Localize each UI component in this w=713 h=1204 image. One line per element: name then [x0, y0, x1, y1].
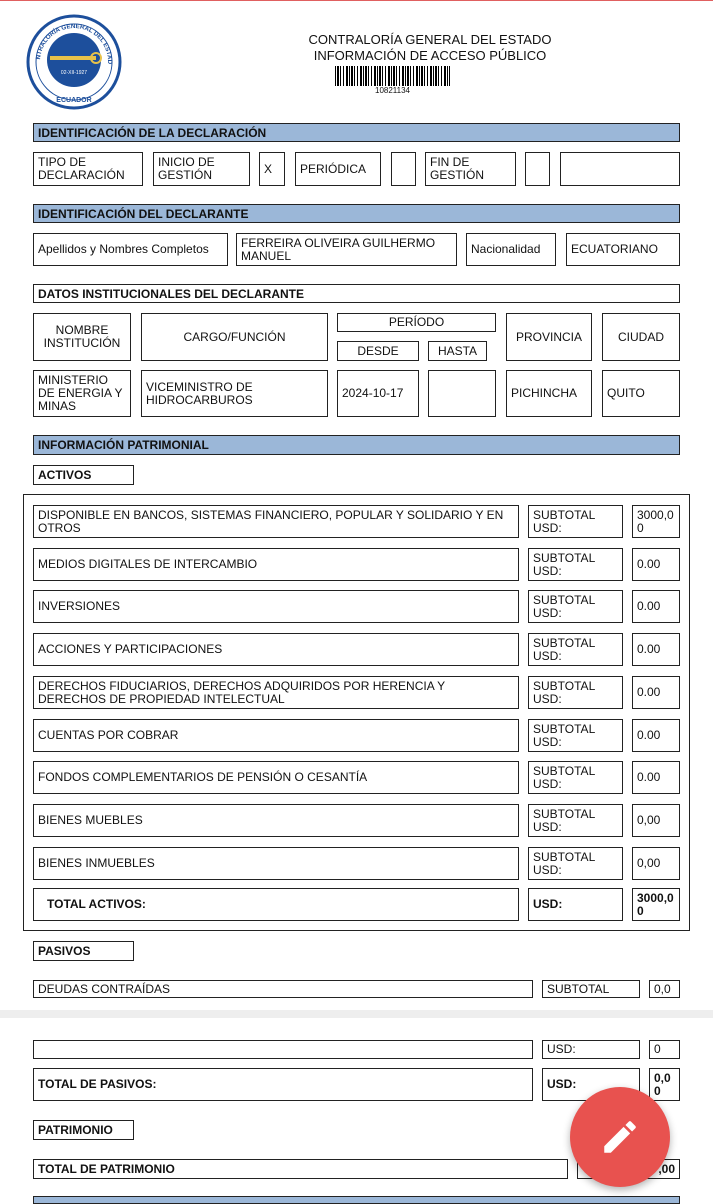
col-provincia: PROVINCIA: [506, 313, 592, 361]
asset-label: DERECHOS FIDUCIARIOS, DERECHOS ADQUIRIDOS POR HERENCIA Y DERECHOS DE PROPIEDAD INTELECTUAL: [33, 676, 519, 709]
col-periodo: PERÍODO: [337, 313, 496, 332]
patrimonio-title: PATRIMONIO: [33, 1120, 134, 1140]
col-hasta: HASTA: [428, 341, 487, 361]
edit-fab-button[interactable]: [570, 1087, 670, 1187]
pasivo-blank-usd: USD:: [542, 1040, 640, 1059]
asset-subtotal-label: SUBTOTAL USD:: [528, 676, 623, 709]
activos-title: ACTIVOS: [33, 465, 134, 485]
asset-value: 0.00: [632, 676, 680, 709]
hasta-value: [428, 370, 496, 417]
asset-subtotal-label: SUBTOTAL USD:: [528, 761, 623, 794]
desde-value: 2024-10-17: [337, 370, 419, 417]
deudas-subtotal: SUBTOTAL: [542, 980, 640, 998]
declaration-blank: [560, 152, 680, 186]
inicio-checkbox: X: [259, 152, 285, 186]
asset-value: 0.00: [632, 548, 680, 581]
asset-value: 0.00: [632, 719, 680, 752]
asset-value: 0.00: [632, 590, 680, 623]
total-pasivos-usd: USD:: [542, 1068, 640, 1101]
org-title: CONTRALORÍA GENERAL DEL ESTADO: [308, 32, 552, 47]
asset-subtotal-label: SUBTOTAL USD:: [528, 505, 623, 538]
svg-text:ECUADOR: ECUADOR: [56, 97, 92, 104]
next-section-bar: [33, 1196, 680, 1204]
contraloria-seal: [26, 14, 122, 110]
tipo-label: TIPO DE DECLARACIÓN: [33, 152, 143, 186]
section-declaration: IDENTIFICACIÓN DE LA DECLARACIÓN: [33, 123, 680, 142]
name-label: Apellidos y Nombres Completos: [33, 233, 228, 266]
asset-value: 3000,00: [632, 505, 680, 538]
doc-subtitle: INFORMACIÓN DE ACCESO PÚBLICO: [313, 48, 547, 63]
section-institutional: DATOS INSTITUCIONALES DEL DECLARANTE: [33, 284, 680, 303]
fin-label: FIN DE GESTIÓN: [425, 152, 516, 186]
asset-value: 0,00: [632, 847, 680, 880]
asset-subtotal-label: SUBTOTAL USD:: [528, 847, 623, 880]
barcode: [335, 66, 450, 86]
nationality-label: Nacionalidad: [466, 233, 556, 266]
pasivo-blank-value: 0: [649, 1040, 680, 1059]
pasivos-title: PASIVOS: [33, 941, 134, 961]
col-cargo: CARGO/FUNCIÓN: [141, 313, 328, 361]
cargo-value: VICEMINISTRO DE HIDROCARBUROS: [141, 370, 328, 417]
section-declarant: IDENTIFICACIÓN DEL DECLARANTE: [33, 204, 680, 223]
periodica-checkbox: [391, 152, 416, 186]
asset-subtotal-label: SUBTOTAL USD:: [528, 633, 623, 666]
asset-subtotal-label: SUBTOTAL USD:: [528, 548, 623, 581]
asset-subtotal-label: SUBTOTAL USD:: [528, 804, 623, 837]
pasivo-blank: [33, 1040, 533, 1059]
asset-label: BIENES INMUEBLES: [33, 847, 519, 880]
nationality-value: ECUATORIANO: [566, 233, 680, 266]
asset-label: MEDIOS DIGITALES DE INTERCAMBIO: [33, 548, 519, 581]
asset-label: BIENES MUEBLES: [33, 804, 519, 837]
svg-text:02-XII-1927: 02-XII-1927: [60, 70, 88, 76]
section-patrimonial: INFORMACIÓN PATRIMONIAL: [33, 435, 680, 455]
name-value: FERREIRA OLIVEIRA GUILHERMO MANUEL: [236, 233, 457, 266]
total-activos-value: 3000,00: [632, 888, 680, 921]
fin-checkbox: [525, 152, 550, 186]
total-activos-label: TOTAL ACTIVOS:: [33, 888, 519, 921]
barcode-number: 10821134: [375, 86, 410, 95]
col-desde: DESDE: [337, 341, 419, 361]
deudas-value: 0,0: [649, 980, 680, 998]
asset-label: CUENTAS POR COBRAR: [33, 719, 519, 752]
institution-value: MINISTERIO DE ENERGIA Y MINAS: [33, 370, 131, 417]
provincia-value: PICHINCHA: [506, 370, 592, 417]
svg-text:CONTRALORÍA GENERAL DEL ESTADO: NTRALORÍA GENERAL DEL ESTAD: [35, 22, 114, 65]
page-gap: [0, 1010, 713, 1018]
asset-label: DISPONIBLE EN BANCOS, SISTEMAS FINANCIERO, POPULAR Y SOLIDARIO Y EN OTROS: [33, 505, 519, 538]
col-ciudad: CIUDAD: [602, 313, 680, 361]
total-pasivos-value: 0,00: [649, 1068, 680, 1101]
pencil-icon: [599, 1116, 641, 1158]
periodica-label: PERIÓDICA: [295, 152, 381, 186]
total-pasivos-label: TOTAL DE PASIVOS:: [33, 1068, 533, 1101]
asset-value: 0,00: [632, 804, 680, 837]
asset-subtotal-label: SUBTOTAL USD:: [528, 590, 623, 623]
ciudad-value: QUITO: [602, 370, 680, 417]
total-patrimonio-value: ,00: [577, 1159, 680, 1179]
total-patrimonio-label: TOTAL DE PATRIMONIO: [33, 1159, 568, 1179]
asset-label: ACCIONES Y PARTICIPACIONES: [33, 633, 519, 666]
col-institution: NOMBRE INSTITUCIÓN: [33, 313, 131, 361]
asset-value: 0.00: [632, 761, 680, 794]
inicio-label: INICIO DE GESTIÓN: [153, 152, 250, 186]
top-divider: [0, 0, 713, 1]
asset-value: 0.00: [632, 633, 680, 666]
deudas-label: DEUDAS CONTRAÍDAS: [33, 980, 533, 998]
asset-label: FONDOS COMPLEMENTARIOS DE PENSIÓN O CESANTÍA: [33, 761, 519, 794]
total-activos-usd: USD:: [528, 888, 623, 921]
asset-subtotal-label: SUBTOTAL USD:: [528, 719, 623, 752]
asset-label: INVERSIONES: [33, 590, 519, 623]
